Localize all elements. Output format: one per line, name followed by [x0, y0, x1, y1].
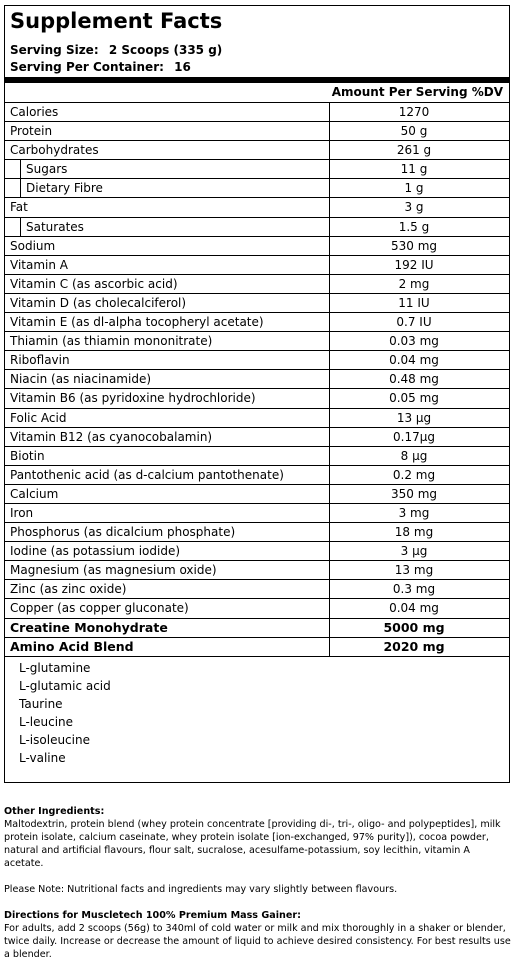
- nutrient-row: [5, 218, 509, 237]
- please-note-text: Please Note: Nutritional facts and ingredients may vary slightly between flavours.: [4, 884, 398, 895]
- nutrient-amount: 11 g: [400, 162, 428, 177]
- nutrient-name: Sodium: [10, 238, 56, 253]
- nutrient-amount: 11 IU: [398, 295, 430, 310]
- nutrient-name: Phosphorus (as dicalcium phosphate): [10, 525, 236, 540]
- nutrient-row: [5, 160, 509, 179]
- nutrient-row: [5, 409, 509, 428]
- amino-acid-blend-list: [5, 659, 509, 767]
- nutrient-name: Amino Acid Blend: [10, 638, 134, 654]
- nutrient-name: Carbohydrates: [10, 143, 99, 158]
- nutrient-name: Calories: [10, 105, 59, 119]
- nutrient-row: [5, 351, 509, 370]
- serving-size-label: Serving Size:: [10, 43, 99, 57]
- nutrient-name: Zinc (as zinc oxide): [10, 582, 127, 597]
- nutrient-row: [5, 389, 509, 408]
- nutrient-row: [5, 198, 509, 217]
- nutrient-name: Fat: [10, 200, 28, 215]
- indent-divider: [20, 179, 21, 198]
- nutrient-amount: 0.48 mg: [389, 372, 439, 387]
- servings-per-container: [10, 59, 197, 75]
- nutrient-name: Protein: [10, 124, 53, 139]
- nutrient-row: [5, 141, 509, 160]
- nutrient-amount: 0.2 mg: [392, 467, 436, 482]
- nutrient-row: [5, 179, 509, 198]
- nutrient-row: [5, 256, 509, 275]
- nutrient-amount: 0.3 mg: [392, 582, 436, 597]
- nutrient-row: [5, 313, 509, 332]
- nutrient-row: [5, 504, 509, 523]
- nutrient-row: [5, 599, 509, 618]
- nutrient-amount: 350 mg: [390, 486, 438, 501]
- nutrient-name: Vitamin C (as ascorbic acid): [10, 276, 178, 291]
- other-ingredients-heading: Other Ingredients:: [4, 806, 105, 817]
- nutrient-row: [5, 275, 509, 294]
- notes-section: [4, 805, 512, 961]
- panel-title: Supplement Facts: [10, 9, 223, 33]
- nutrient-row: [5, 580, 509, 599]
- supplement-facts-panel: [4, 5, 510, 783]
- blend-item: L-valine: [19, 751, 66, 765]
- nutrient-row: [5, 428, 509, 447]
- nutrient-row: [5, 447, 509, 466]
- nutrient-name: Creatine Monohydrate: [10, 619, 168, 635]
- directions-heading: Directions for Muscletech 100% Premium Mass Gainer:: [4, 910, 301, 921]
- blend-item: L-glutamine: [19, 661, 91, 675]
- nutrient-name: Biotin: [10, 448, 45, 463]
- nutrient-amount: 0.7 IU: [396, 315, 432, 330]
- nutrient-amount: 1.5 g: [398, 219, 430, 234]
- indent-divider: [20, 218, 21, 237]
- serving-size: [10, 42, 228, 58]
- nutrient-row: [5, 103, 509, 122]
- nutrient-amount: 3 μg: [400, 544, 428, 559]
- nutrient-amount: 18 mg: [394, 525, 434, 540]
- nutrient-row: [5, 237, 509, 256]
- nutrient-amount: 3 g: [404, 200, 424, 215]
- nutrient-amount: 3 mg: [398, 505, 430, 520]
- serving-size-value: 2 Scoops (335 g): [108, 43, 223, 57]
- nutrient-name: Riboflavin: [10, 353, 70, 368]
- nutrient-name: Iron: [10, 505, 34, 520]
- nutrient-name: Dietary Fibre: [26, 181, 103, 196]
- nutrient-row: [5, 122, 509, 141]
- nutrient-name: Vitamin E (as dl-alpha tocopheryl acetate): [10, 315, 264, 330]
- nutrient-row: [5, 542, 509, 561]
- servings-per-container-value: 16: [174, 60, 191, 74]
- nutrient-name: Copper (as copper gluconate): [10, 601, 189, 616]
- nutrient-row: [5, 485, 509, 504]
- nutrient-amount: 0.04 mg: [389, 353, 439, 368]
- nutrient-name: Calcium: [10, 486, 59, 501]
- nutrient-name: Vitamin B12 (as cyanocobalamin): [10, 429, 213, 444]
- nutrient-name: Thiamin (as thiamin mononitrate): [10, 334, 213, 349]
- nutrient-amount: 13 μg: [396, 410, 432, 425]
- nutrient-row: [5, 523, 509, 542]
- nutrient-amount: 13 mg: [394, 563, 434, 578]
- nutrient-amount: 192 IU: [394, 257, 434, 272]
- nutrient-table: [5, 103, 509, 657]
- servings-per-container-label: Serving Per Container:: [10, 60, 164, 74]
- amount-per-serving-header: Amount Per Serving %DV: [331, 85, 503, 99]
- nutrient-name: Vitamin B6 (as pyridoxine hydrochloride): [10, 391, 256, 406]
- nutrient-amount: 1 g: [404, 181, 424, 196]
- blend-item: L-glutamic acid: [19, 679, 111, 693]
- directions-text: For adults, add 2 scoops (56g) to 340ml of cold water or milk and mix thoroughly in a shaker or blender, twice daily. Increase or decrease the amount of liquid to achieve desired consistency. For best results use a blender.: [4, 923, 511, 960]
- nutrient-name: Vitamin D (as cholecalciferol): [10, 295, 187, 310]
- nutrient-name: Pantothenic acid (as d-calcium pantothenate): [10, 467, 284, 482]
- blend-item: Taurine: [19, 697, 63, 711]
- nutrient-row: [5, 619, 509, 638]
- blend-item: L-leucine: [19, 715, 74, 729]
- nutrient-amount: 2 mg: [398, 276, 430, 291]
- nutrient-row: [5, 466, 509, 485]
- nutrient-name: Vitamin A: [10, 257, 68, 272]
- nutrient-amount: 0.17μg: [393, 429, 435, 444]
- nutrient-name: Magnesium (as magnesium oxide): [10, 563, 217, 578]
- nutrient-row: [5, 294, 509, 313]
- nutrient-amount: 1270: [398, 105, 430, 119]
- nutrient-name: Sugars: [26, 162, 68, 177]
- nutrient-row: [5, 332, 509, 351]
- nutrient-amount: 8 μg: [400, 448, 428, 463]
- nutrient-row: [5, 370, 509, 389]
- indent-divider: [20, 160, 21, 179]
- nutrient-amount: 0.05 mg: [389, 391, 439, 406]
- nutrient-name: Iodine (as potassium iodide): [10, 544, 181, 559]
- nutrient-amount: 530 mg: [390, 238, 438, 253]
- nutrient-name: Folic Acid: [10, 410, 67, 425]
- nutrient-amount: 0.04 mg: [389, 601, 439, 616]
- blend-item: L-isoleucine: [19, 733, 90, 747]
- other-ingredients-text: Maltodextrin, protein blend (whey protein concentrate [providing di-, tri-, oligo- and polypeptides], milk protein isolate, calcium caseinate, whey protein isolate [ion-exchanged, 97% purity]), cocoa powder, natural and artificial flavours, flour salt, sucralose, acesulfame-potassium, soy lecithin, vitamin A acetate.: [4, 819, 501, 869]
- nutrient-name: Niacin (as niacinamide): [10, 372, 152, 387]
- nutrient-amount: 50 g: [400, 124, 428, 139]
- nutrient-row: [5, 561, 509, 580]
- nutrient-amount: 5000 mg: [383, 619, 445, 635]
- nutrient-amount: 2020 mg: [383, 638, 445, 654]
- nutrient-amount: 261 g: [396, 143, 432, 158]
- nutrient-amount: 0.03 mg: [389, 334, 439, 349]
- nutrient-name: Saturates: [26, 219, 84, 234]
- nutrient-row: [5, 638, 509, 657]
